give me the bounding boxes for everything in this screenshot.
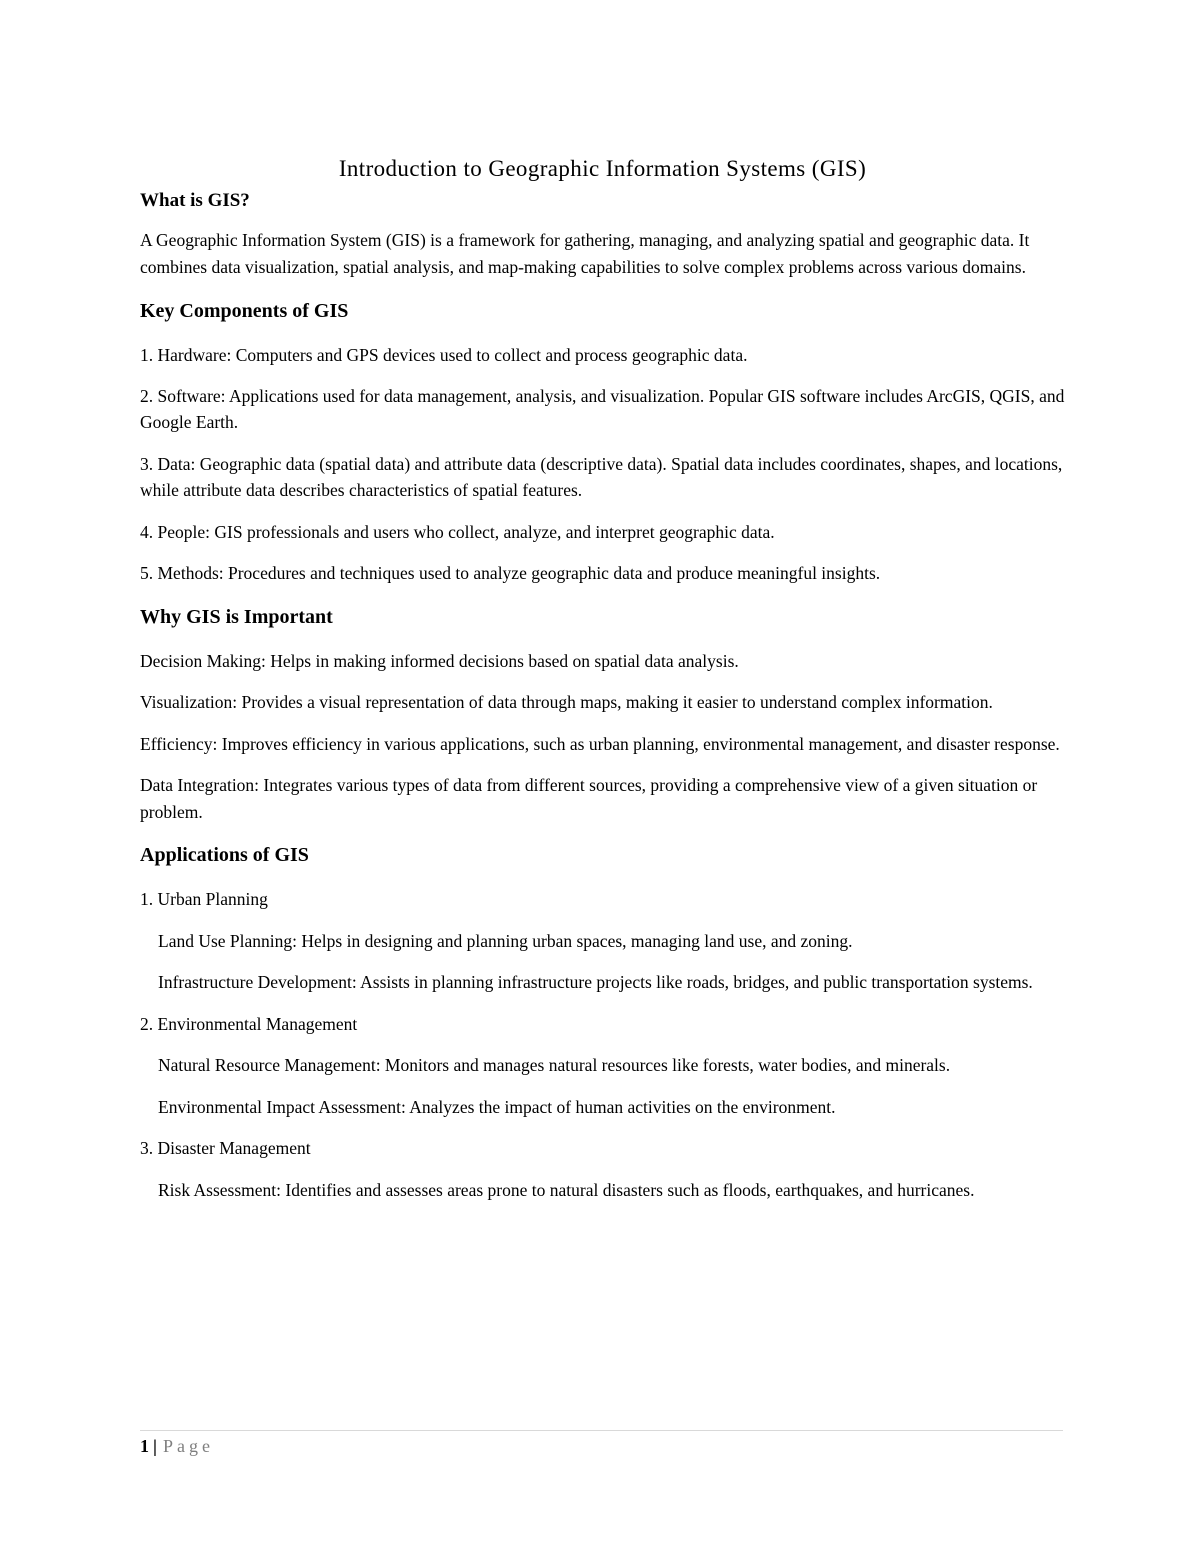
heading-applications: Applications of GIS [140, 844, 309, 866]
footer-divider [140, 1430, 1063, 1431]
application-item [140, 1094, 1065, 1121]
application-item [140, 928, 1065, 955]
application-item-text: Natural Resource Management: Monitors and manages natural resources like forests, water bodies, and minerals. [158, 1055, 951, 1075]
document-title: Introduction to Geographic Information Systems (GIS) [338, 156, 867, 181]
key-component-item: 5. Methods: Procedures and techniques used to analyze geographic data and produce meaningful insights. [140, 563, 881, 583]
page-label: Page [162, 1436, 214, 1456]
footer-separator: | [153, 1436, 157, 1456]
application-item [140, 969, 1065, 996]
importance-item: Decision Making: Helps in making informed decisions based on spatial data analysis. [140, 650, 739, 671]
application-item [140, 1052, 1065, 1079]
key-component-item: 3. Data: Geographic data (spatial data) and attribute data (descriptive data). Spatial data includes coordinates, shapes, and locations, while attribute data describes characteristics of spatial features. [140, 453, 1063, 500]
key-component-item: 1. Hardware: Computers and GPS devices used to collect and process geographic data. [140, 345, 748, 365]
page-footer [140, 1433, 214, 1459]
application-item-text: Land Use Planning: Helps in designing and planning urban spaces, managing land use, and zoning. [158, 930, 853, 951]
key-component-item: 4. People: GIS professionals and users who collect, analyze, and interpret geographic data. [140, 521, 775, 542]
application-item [140, 1177, 1065, 1204]
heading-key-components: Key Components of GIS [140, 300, 349, 322]
application-item-text: Environmental Impact Assessment: Analyzes the impact of human activities on the environment. [158, 1096, 836, 1117]
importance-item: Visualization: Provides a visual representation of data through maps, making it easier to understand complex information. [140, 692, 993, 712]
key-component-item: 2. Software: Applications used for data management, analysis, and visualization. Popular GIS software includes ArcGIS, QGIS, and Google Earth. [140, 385, 1065, 432]
application-group-title: 2. Environmental Management [140, 1013, 358, 1034]
document-body [140, 152, 1065, 1203]
application-group-title: 1. Urban Planning [140, 889, 268, 909]
application-group-title: 3. Disaster Management [140, 1138, 311, 1158]
application-item-text: Infrastructure Development: Assists in planning infrastructure projects like roads, bridges, and public transportation systems. [158, 972, 1033, 992]
application-item-text: Risk Assessment: Identifies and assesses areas prone to natural disasters such as floods, earthquakes, and hurricanes. [158, 1179, 975, 1200]
importance-item: Data Integration: Integrates various types of data from different sources, providing a comprehensive view of a given situation or problem. [140, 775, 1038, 822]
page-number: 1 [140, 1436, 149, 1456]
heading-what-is-gis: What is GIS? [140, 190, 250, 211]
importance-item: Efficiency: Improves efficiency in various applications, such as urban planning, environmental management, and disaster response. [140, 733, 1060, 754]
what-is-gis-paragraph: A Geographic Information System (GIS) is a framework for gathering, managing, and analyzing spatial and geographic data. It combines data visualization, spatial analysis, and map-making capabilities to solve complex problems across various domains. [140, 230, 1030, 277]
heading-why-important: Why GIS is Important [140, 605, 333, 628]
